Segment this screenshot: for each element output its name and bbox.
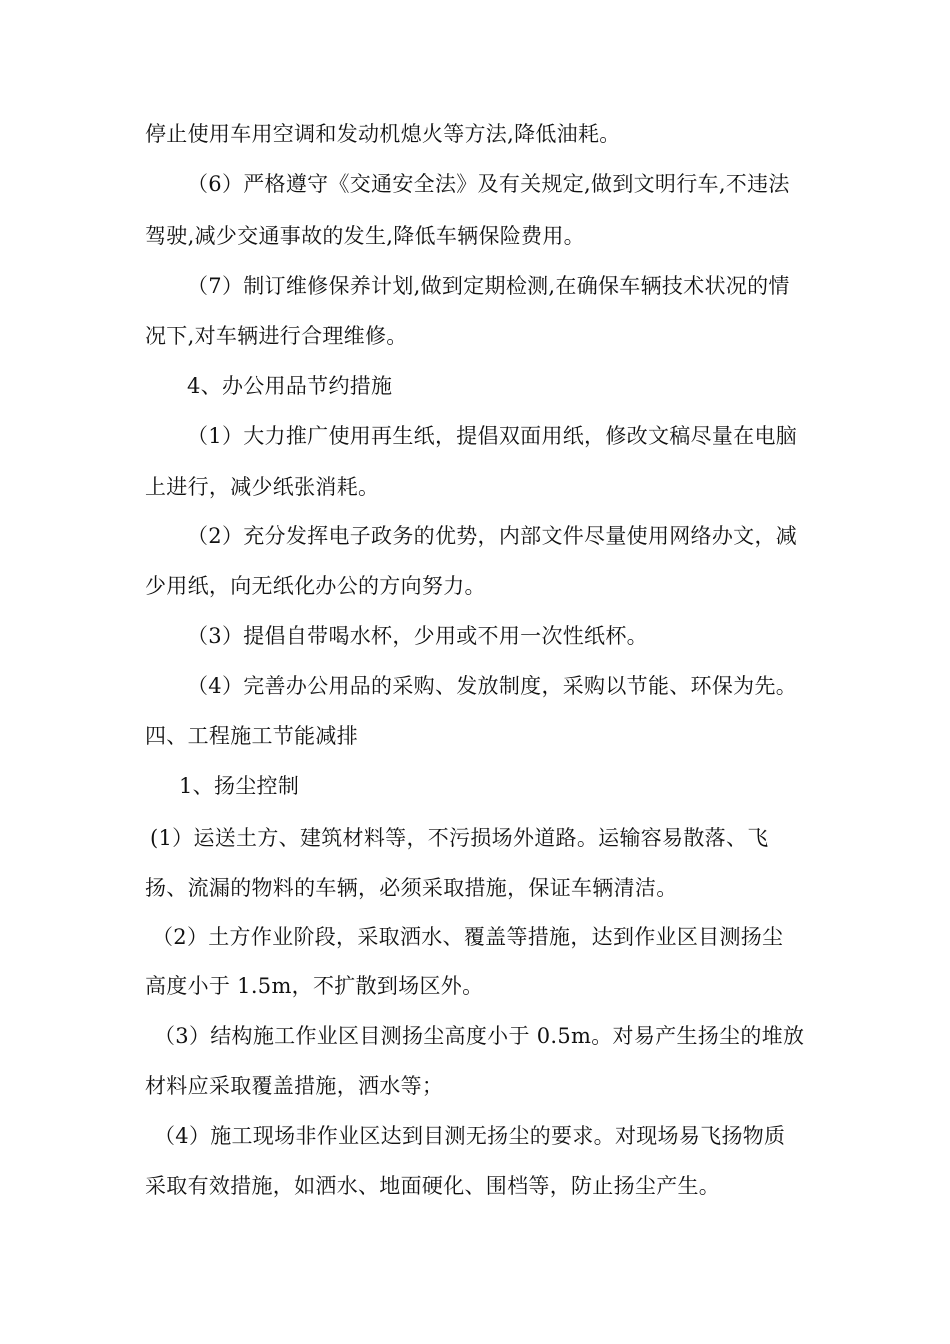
paragraph-line: （7）制订维修保养计划,做到定期检测,在确保车辆技术状况的情 xyxy=(187,274,790,298)
paragraph-line: （3）提倡自带喝水杯，少用或不用一次性纸杯。 xyxy=(187,624,648,648)
paragraph-line: 况下,对车辆进行合理维修。 xyxy=(145,324,408,348)
paragraph-line: （3）结构施工作业区目测扬尘高度小于 0.5m。对易产生扬尘的堆放 xyxy=(154,1024,805,1048)
paragraph-line: （1）大力推广使用再生纸，提倡双面用纸，修改文稿尽量在电脑 xyxy=(187,424,798,448)
paragraph-line: 扬、流漏的物料的车辆，必须采取措施，保证车辆清洁。 xyxy=(145,876,678,900)
paragraph-line: 驾驶,减少交通事故的发生,降低车辆保险费用。 xyxy=(145,224,585,248)
paragraph-line: 高度小于 1.5m，不扩散到场区外。 xyxy=(145,974,484,998)
paragraph-line: 少用纸，向无纸化办公的方向努力。 xyxy=(145,574,486,598)
paragraph-line: （4）完善办公用品的采购、发放制度，采购以节能、环保为先。 xyxy=(187,674,798,698)
paragraph-line: 采取有效措施，如洒水、地面硬化、围档等，防止扬尘产生。 xyxy=(145,1174,721,1198)
section-heading: 4、办公用品节约措施 xyxy=(187,374,393,398)
paragraph-line: （2）充分发挥电子政务的优势，内部文件尽量使用网络办文，减 xyxy=(187,524,798,548)
subsection-heading: 1、扬尘控制 xyxy=(179,774,300,798)
paragraph-line: 停止使用车用空调和发动机熄火等方法,降低油耗。 xyxy=(145,122,621,146)
paragraph-line: (1）运送土方、建筑材料等，不污损场外道路。运输容易散落、飞 xyxy=(150,826,769,850)
paragraph-line: （4）施工现场非作业区达到目测无扬尘的要求。对现场易飞扬物质 xyxy=(154,1124,786,1148)
paragraph-line: （2）土方作业阶段，采取洒水、覆盖等措施，达到作业区目测扬尘 xyxy=(152,925,784,949)
paragraph-line: 材料应采取覆盖措施，洒水等； xyxy=(145,1074,444,1098)
section-heading: 四、工程施工节能减排 xyxy=(145,724,358,748)
paragraph-line: 上进行，减少纸张消耗。 xyxy=(145,475,380,499)
paragraph-line: （6）严格遵守《交通安全法》及有关规定,做到文明行车,不违法 xyxy=(187,172,790,196)
